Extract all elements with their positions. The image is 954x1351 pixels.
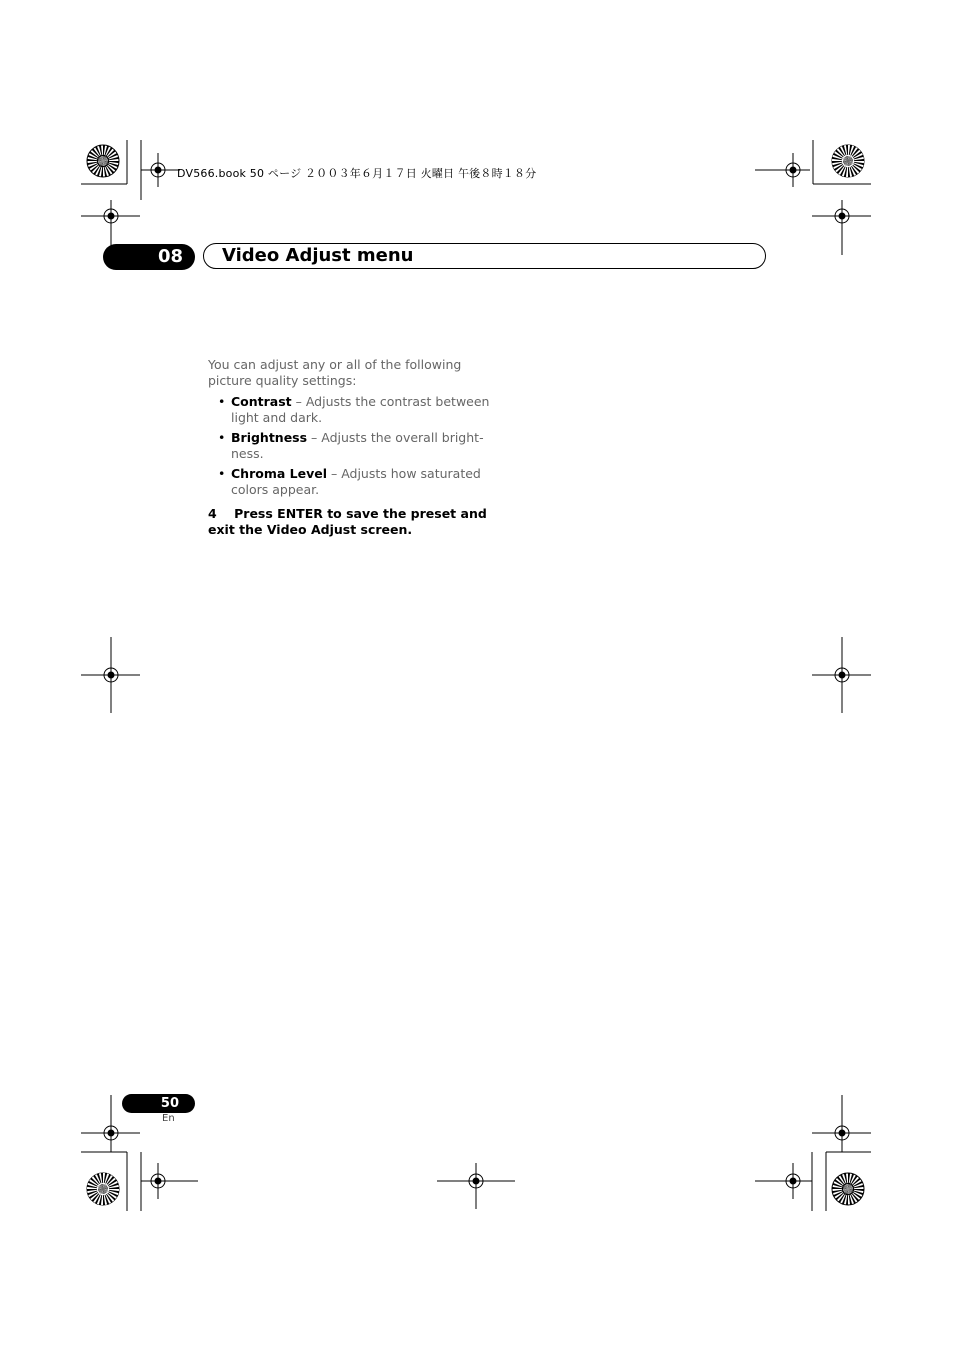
- chapter-title: Video Adjust menu: [222, 245, 414, 266]
- crosshair-target-top-right: [755, 153, 810, 187]
- setting-term: Brightness: [231, 430, 308, 445]
- crosshair-target-bottom-right: [755, 1163, 812, 1199]
- page-language: En: [162, 1113, 175, 1124]
- starburst-mark-bottom-right: [832, 1173, 864, 1205]
- crosshair-target-bottom-left: [141, 1163, 198, 1199]
- body-text: [208, 357, 498, 538]
- setting-description: – Adjusts the contrast between light and dark.: [231, 394, 490, 425]
- setting-description: – Adjusts how saturated colors appear.: [231, 466, 481, 497]
- crosshair-target-right-lower: [812, 1095, 871, 1152]
- list-item: [208, 394, 498, 426]
- list-item: [208, 430, 498, 462]
- chapter-number-badge: 08: [103, 244, 195, 270]
- crosshair-target-right-middle: [812, 637, 871, 713]
- crosshair-target-top-left: [141, 153, 180, 187]
- starburst-mark-bottom-left: [87, 1173, 119, 1205]
- bullet-icon: •: [218, 394, 226, 409]
- crosshair-target-bottom-center: [437, 1163, 515, 1209]
- setting-term: Chroma Level: [231, 466, 327, 481]
- book-print-stamp: DV566.book 50 ページ ２００３年６月１７日 火曜日 午後８時１８分: [177, 167, 537, 180]
- step-number: 4: [208, 506, 217, 521]
- crosshair-target-right-upper: [812, 200, 871, 255]
- settings-list: [208, 394, 498, 498]
- bullet-icon: •: [218, 430, 226, 445]
- setting-description: – Adjusts the overall bright-ness.: [231, 430, 484, 461]
- setting-term: Contrast: [231, 394, 292, 409]
- step-text: Press ENTER to save the preset and exit the Video Adjust screen.: [208, 506, 487, 537]
- list-item: [208, 466, 498, 498]
- intro-paragraph: You can adjust any or all of the following picture quality settings:: [208, 357, 462, 388]
- instruction-step: [208, 506, 498, 538]
- page-number-badge: 50: [122, 1094, 195, 1113]
- crosshair-target-left-middle: [81, 637, 140, 713]
- starburst-mark-top-left: [87, 145, 119, 177]
- bullet-icon: •: [218, 466, 226, 481]
- starburst-mark-top-right: [832, 145, 864, 177]
